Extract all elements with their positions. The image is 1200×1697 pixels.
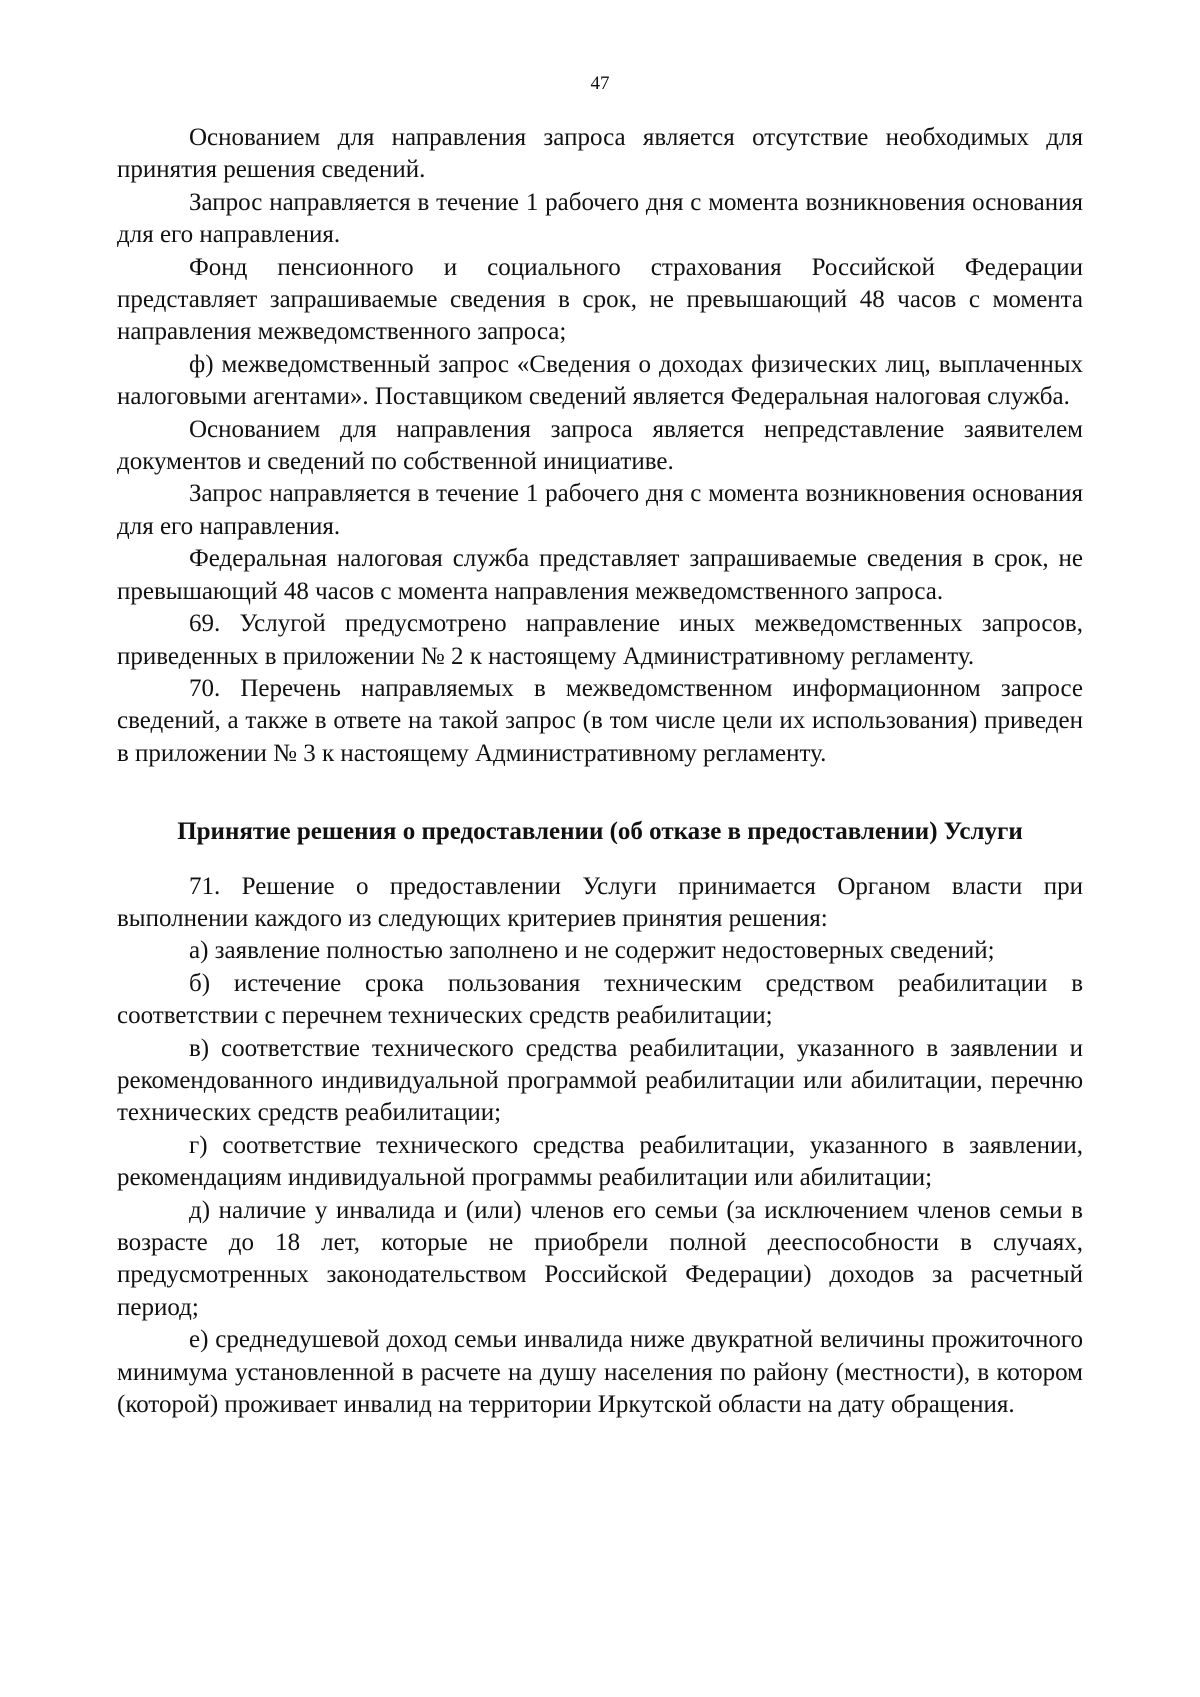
page-number: 47 [590, 73, 610, 94]
list-item: б) истечение срока пользования техническим средством реабилитации в соответствии с перечнем технических средств реабилитации; [117, 969, 1083, 1030]
paragraph: 70. Перечень направляемых в межведомственном информационном запросе сведений, а также в ответе на такой запрос (в том числе цели их использования) приведен в приложении № 3 к настоящему Административному регламенту. [117, 674, 1083, 767]
paragraph: Фонд пенсионного и социального страхования Российской Федерации представляет запрашиваемые сведения в срок, не превышающий 48 часов с момента направления межведомственного запроса; [117, 253, 1083, 346]
list-item: в) соответствие технического средства реабилитации, указанного в заявлении и рекомендованного индивидуальной программой реабилитации или абилитации, перечню технических средств реабилитации; [117, 1034, 1083, 1127]
list-item: а) заявление полностью заполнено и не содержит недостоверных сведений; [189, 937, 995, 965]
list-item: д) наличие у инвалида и (или) членов его семьи (за исключением членов семьи в возрасте до 18 лет, которые не приобрели полной дееспособности в случаях, предусмотренных законодательством Российской Федерации) доходов за расчетный период; [117, 1196, 1083, 1321]
paragraph: Запрос направляется в течение 1 рабочего дня с момента возникновения основания для его направления. [117, 480, 1083, 540]
paragraph: 71. Решение о предоставлении Услуги принимается Органом власти при выполнении каждого из следующих критериев принятия решения: [117, 872, 1083, 932]
paragraph: ф) межведомственный запрос «Сведения о доходах физических лиц, выплаченных налоговыми агентами». Поставщиком сведений является Федеральная налоговая служба. [117, 350, 1083, 411]
paragraph: Запрос направляется в течение 1 рабочего дня с момента возникновения основания для его направления. [117, 188, 1083, 249]
list-item: е) среднедушевой доход семьи инвалида ниже двукратной величины прожиточного минимума установленной в расчете на душу населения по району (местности), в котором (которой) проживает инвалид на территории Иркутской области на дату обращения. [117, 1326, 1083, 1419]
section-heading: Принятие решения о предоставлении (об отказе в предоставлении) Услуги [177, 818, 1023, 846]
paragraph: Основанием для направления запроса является непредставление заявителем документов и сведений по собственной инициативе. [117, 415, 1083, 476]
document-body [117, 122, 1083, 1421]
paragraph: Основанием для направления запроса является отсутствие необходимых для принятия решения сведений. [117, 124, 1083, 184]
paragraph: 69. Услугой предусмотрено направление иных межведомственных запросов, приведенных в приложении № 2 к настоящему Административному регламенту. [117, 610, 1083, 670]
paragraph: Федеральная налоговая служба представляет запрашиваемые сведения в срок, не превышающий 48 часов с момента направления межведомственного запроса. [117, 545, 1083, 605]
list-item: г) соответствие технического средства реабилитации, указанного в заявлении, рекомендациям индивидуальной программы реабилитации или абилитации; [117, 1131, 1083, 1192]
